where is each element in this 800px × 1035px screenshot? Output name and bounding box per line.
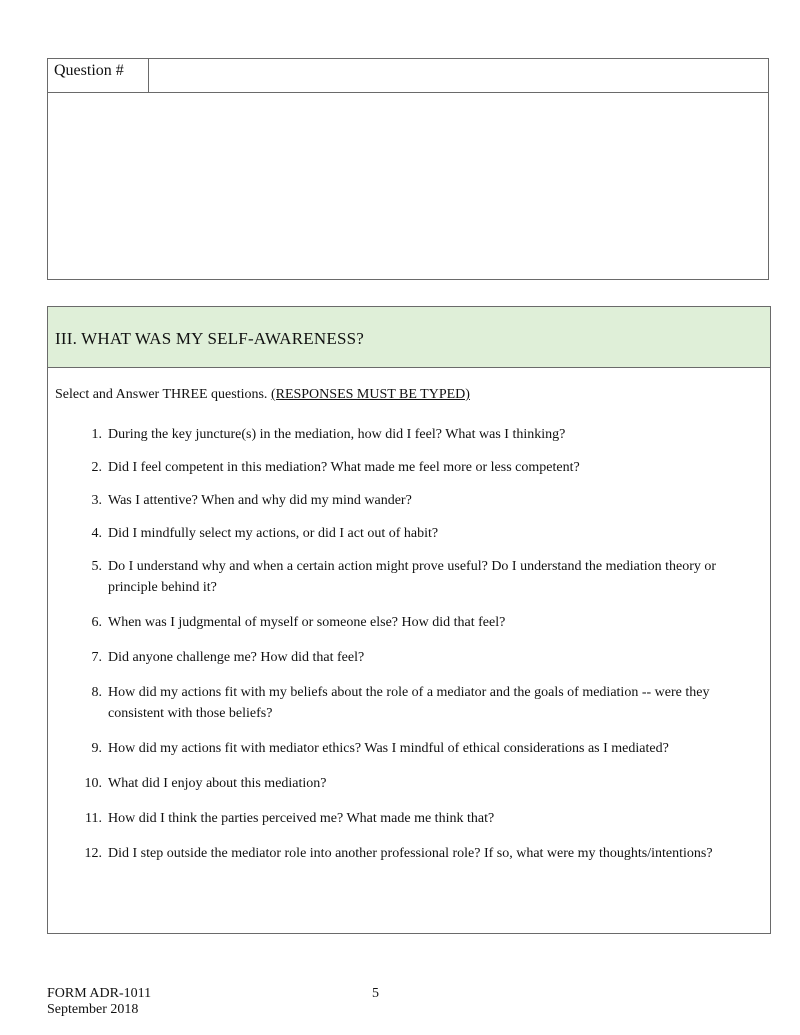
section-title: III. WHAT WAS MY SELF-AWARENESS?: [48, 307, 770, 368]
question-item-text: How did my actions fit with mediator ethics? Was I mindful of ethical considerations as I mediated?: [108, 741, 669, 756]
question-item: [71, 647, 751, 668]
question-item-number: 1.: [91, 427, 102, 442]
question-item: [71, 843, 751, 864]
question-item-text: During the key juncture(s) in the mediation, how did I feel? What was I thinking?: [108, 427, 566, 442]
question-item: [71, 424, 751, 445]
question-item-number: 3.: [91, 493, 102, 508]
question-number-field[interactable]: [149, 59, 768, 92]
question-item-text: Do I understand why and when a certain action might prove useful? Do I understand the mediation theory or principle behind it?: [108, 559, 717, 595]
question-item-text: How did my actions fit with my beliefs about the role of a mediator and the goals of mediation -- were they consistent with those beliefs?: [108, 685, 710, 721]
question-item-text: Did I mindfully select my actions, or did I act out of habit?: [108, 526, 439, 541]
question-item: [71, 490, 751, 511]
question-item: [71, 523, 751, 544]
question-item-text: How did I think the parties perceived me? What made me think that?: [108, 811, 495, 826]
instruction-required-note: (RESPONSES MUST BE TYPED): [270, 387, 470, 402]
question-item: [71, 457, 751, 478]
answer-area[interactable]: [48, 93, 768, 281]
question-item-text: Did anyone challenge me? How did that feel?: [108, 650, 365, 665]
question-item-number: 6.: [91, 615, 102, 630]
question-item-number: 8.: [91, 685, 102, 700]
question-item-number: 11.: [85, 811, 102, 826]
question-item-text: Did I feel competent in this mediation? What made me feel more or less competent?: [108, 460, 580, 475]
question-item: [71, 808, 751, 829]
question-box: [47, 58, 769, 280]
question-item-number: 9.: [91, 741, 102, 756]
instruction-text: Select and Answer THREE questions.: [55, 387, 271, 402]
question-item-number: 5.: [91, 559, 102, 574]
question-item-text: Was I attentive? When and why did my mind wander?: [108, 493, 412, 508]
question-list: [71, 424, 751, 864]
question-item: [71, 682, 751, 724]
question-item-number: 7.: [91, 650, 102, 665]
question-item-number: 12.: [84, 846, 102, 861]
question-item-number: 10.: [84, 776, 102, 791]
instructions: [55, 387, 470, 403]
question-item-text: When was I judgmental of myself or someone else? How did that feel?: [108, 615, 506, 630]
question-header-row: [48, 59, 768, 93]
question-item-number: 2.: [91, 460, 102, 475]
self-awareness-section: [47, 306, 771, 934]
question-item-number: 4.: [91, 526, 102, 541]
question-number-label: Question #: [48, 59, 149, 92]
form-date: September 2018: [47, 1002, 139, 1017]
page-number: 5: [372, 986, 379, 1001]
question-item: [71, 556, 751, 598]
form-number: FORM ADR-1011: [47, 986, 152, 1001]
form-identifier: [47, 986, 151, 1018]
question-item: [71, 738, 751, 759]
question-item: [71, 612, 751, 633]
question-item-text: Did I step outside the mediator role into another professional role? If so, what were my thoughts/intentions?: [108, 846, 713, 861]
question-item-text: What did I enjoy about this mediation?: [108, 776, 327, 791]
question-item: [71, 773, 751, 794]
